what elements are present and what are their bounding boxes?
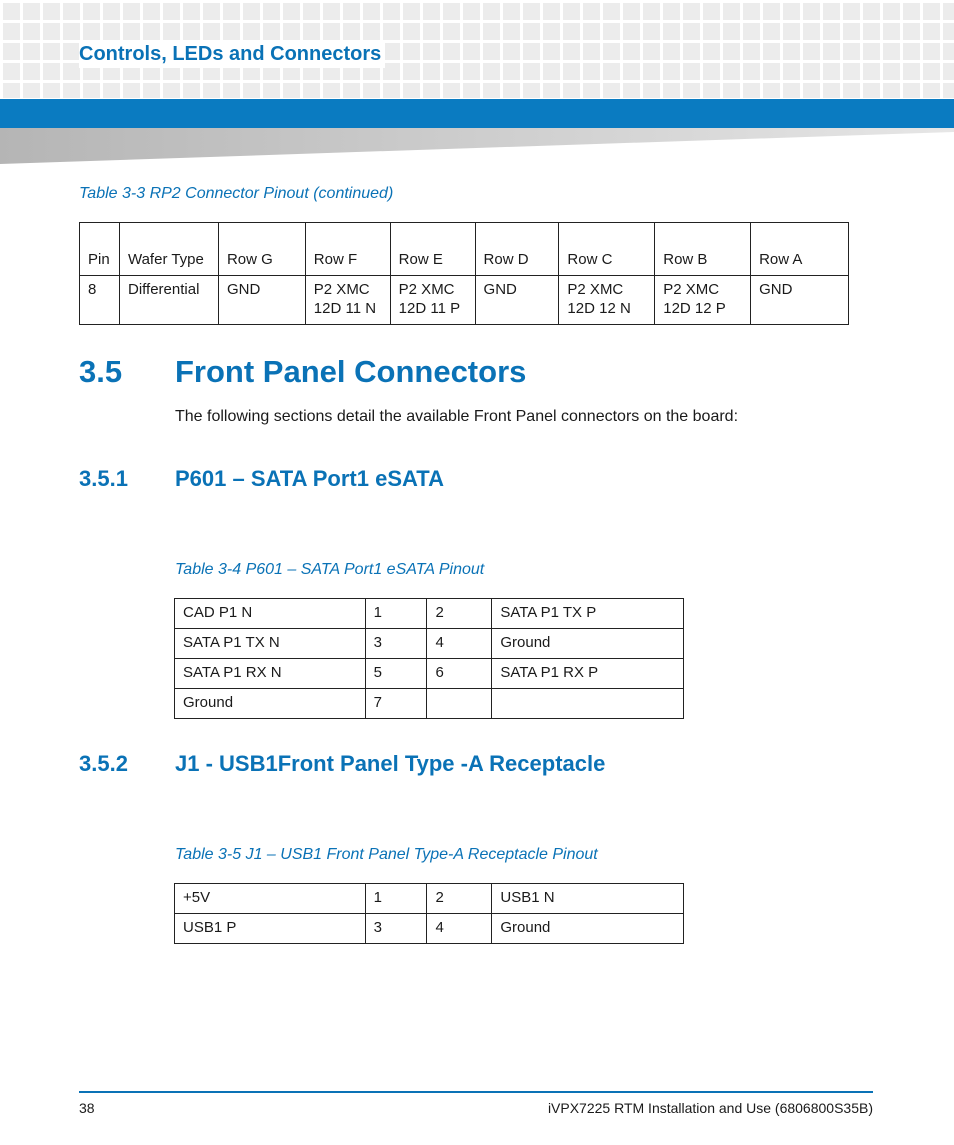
table-3-3 <box>79 222 849 325</box>
table-cell: 1 <box>365 599 427 629</box>
section-heading-3-5 <box>79 354 526 390</box>
table-cell: 1 <box>365 884 427 914</box>
table-cell: P2 XMC 12D 11 N <box>305 276 390 325</box>
table-cell: GND <box>751 276 849 325</box>
table-row <box>175 689 684 719</box>
section-title: P601 – SATA Port1 eSATA <box>175 466 444 491</box>
table-cell: 2 <box>427 884 492 914</box>
header-swoosh <box>0 128 954 164</box>
footer-rule <box>79 1091 873 1093</box>
table-cell: Differential <box>119 276 218 325</box>
section-number: 3.5.2 <box>79 751 128 776</box>
table-3-5 <box>174 883 684 944</box>
table-cell: GND <box>475 276 559 325</box>
table-row <box>175 629 684 659</box>
section-heading-3-5-1 <box>79 466 444 492</box>
header-cell: Row F <box>305 223 390 276</box>
table-cell: 7 <box>365 689 427 719</box>
table-cell: 3 <box>365 914 427 944</box>
table-cell: SATA P1 TX P <box>492 599 684 629</box>
table-cell: 5 <box>365 659 427 689</box>
header-cell: Pin <box>80 223 120 276</box>
table-cell: P2 XMC 12D 11 P <box>390 276 475 325</box>
page-number: 38 <box>79 1100 95 1116</box>
section-title: J1 - USB1Front Panel Type -A Receptacle <box>175 751 606 776</box>
table-cell: 4 <box>427 629 492 659</box>
table-cell <box>427 689 492 719</box>
chapter-title: Controls, LEDs and Connectors <box>79 40 385 68</box>
header-cell: Row G <box>218 223 305 276</box>
table-3-3-caption: Table 3-3 RP2 Connector Pinout (continued) <box>79 185 394 202</box>
table-cell: SATA P1 RX P <box>492 659 684 689</box>
table-header-row <box>80 223 849 276</box>
section-intro: The following sections detail the available Front Panel connectors on the board: <box>175 408 739 425</box>
table-cell: USB1 N <box>492 884 684 914</box>
table-row <box>175 659 684 689</box>
header-bar <box>0 99 954 128</box>
header-cell: Wafer Type <box>119 223 218 276</box>
header-cell: Row D <box>475 223 559 276</box>
table-cell: SATA P1 RX N <box>175 659 366 689</box>
table-cell: Ground <box>492 629 684 659</box>
table-3-4-caption: Table 3-4 P601 – SATA Port1 eSATA Pinout <box>175 561 485 578</box>
table-row <box>175 884 684 914</box>
table-cell: Ground <box>175 689 366 719</box>
table-cell: 3 <box>365 629 427 659</box>
table-cell: SATA P1 TX N <box>175 629 366 659</box>
table-cell: CAD P1 N <box>175 599 366 629</box>
document-title: iVPX7225 RTM Installation and Use (6806800S35B) <box>547 1100 873 1116</box>
section-title: Front Panel Connectors <box>175 354 527 389</box>
table-row <box>175 914 684 944</box>
table-cell: 4 <box>427 914 492 944</box>
table-cell: P2 XMC 12D 12 N <box>559 276 655 325</box>
table-3-5-caption: Table 3-5 J1 – USB1 Front Panel Type-A Receptacle Pinout <box>175 846 598 863</box>
table-cell <box>492 689 684 719</box>
table-cell: GND <box>218 276 305 325</box>
table-cell: Ground <box>492 914 684 944</box>
header-cell: Row C <box>559 223 655 276</box>
header-cell: Row B <box>655 223 751 276</box>
table-cell: USB1 P <box>175 914 366 944</box>
table-3-4 <box>174 598 684 719</box>
table-row <box>175 599 684 629</box>
table-cell: 6 <box>427 659 492 689</box>
section-heading-3-5-2 <box>79 751 605 777</box>
table-cell: +5V <box>175 884 366 914</box>
section-number: 3.5.1 <box>79 466 128 491</box>
header-cell: Row A <box>751 223 849 276</box>
table-cell: P2 XMC 12D 12 P <box>655 276 751 325</box>
section-number: 3.5 <box>79 354 123 389</box>
table-cell: 8 <box>80 276 120 325</box>
table-cell: 2 <box>427 599 492 629</box>
table-row <box>80 276 849 325</box>
header-cell: Row E <box>390 223 475 276</box>
